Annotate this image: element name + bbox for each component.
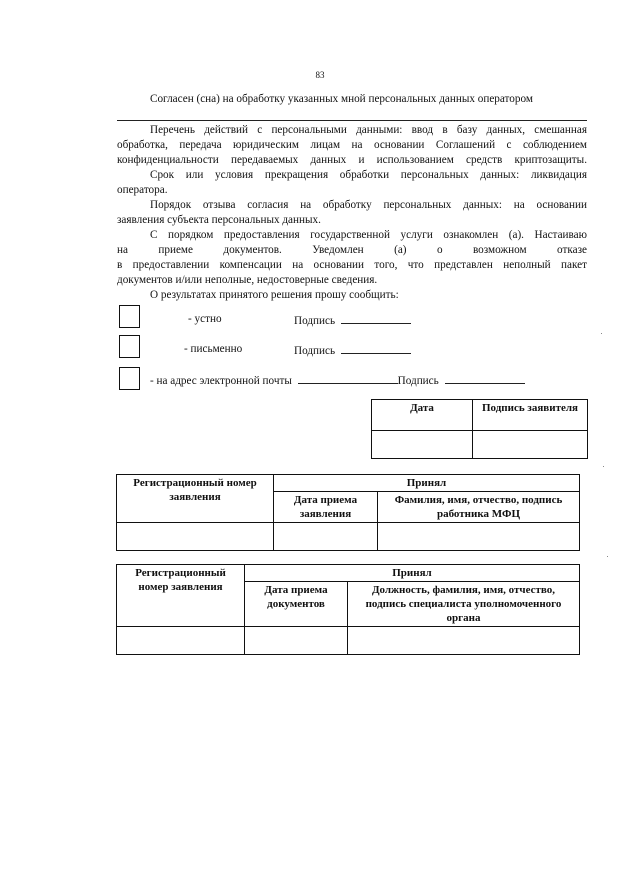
- mfc-accepted-header: Принял: [274, 475, 580, 492]
- scan-speck: [601, 333, 602, 334]
- mfc-employee-header: Фамилия, имя, отчество, подпись работника МФЦ: [378, 492, 580, 523]
- oral-signature-label: Подпись: [294, 315, 336, 327]
- consent-line: Согласен (сна) на обработку указанных мной персональных данных оператором: [150, 93, 533, 105]
- applicant-signature-header: Подпись заявителя: [473, 400, 588, 431]
- org-date-header: Дата приема документов: [245, 582, 348, 627]
- procedure-line-1: С порядком предоставления государственной услуги ознакомлен (а). Настаиваю: [150, 229, 587, 241]
- written-signature-field[interactable]: [341, 343, 411, 354]
- email-option: [150, 373, 525, 387]
- procedure-line-4: документов и/или неполные, недостоверные сведения.: [117, 274, 378, 286]
- date-header: Дата: [372, 400, 473, 431]
- term-line-2: оператора.: [117, 184, 168, 196]
- org-registration-table: [116, 564, 580, 655]
- scan-speck: [603, 466, 604, 467]
- mfc-reg-number-cell[interactable]: [117, 523, 274, 551]
- oral-signature: [294, 313, 411, 327]
- date-cell[interactable]: [372, 431, 473, 459]
- written-signature-label: Подпись: [294, 345, 336, 357]
- actions-line-1: Перечень действий с персональными данными: ввод в базу данных, смешанная: [150, 124, 587, 136]
- mfc-registration-table: [116, 474, 580, 551]
- consent-operator-rule: [117, 120, 587, 121]
- written-signature: [294, 343, 411, 357]
- email-checkbox[interactable]: [119, 367, 140, 390]
- org-date-cell[interactable]: [245, 627, 348, 655]
- scan-speck: [607, 556, 608, 557]
- written-label: - письменно: [184, 343, 243, 355]
- mfc-employee-cell[interactable]: [378, 523, 580, 551]
- actions-line-2: обработка, передача юридическим лицам на основании Соглашений с соблюдением: [117, 139, 587, 151]
- oral-checkbox[interactable]: [119, 305, 140, 328]
- mfc-date-cell[interactable]: [274, 523, 378, 551]
- notify-prompt: О результатах принятого решения прошу сообщить:: [150, 289, 399, 301]
- email-label: - на адрес электронной почты: [150, 375, 292, 387]
- date-signature-table: [371, 399, 588, 459]
- email-signature-field[interactable]: [445, 373, 525, 384]
- procedure-line-2: на приеме документов. Уведомлен (а) о возможном отказе: [117, 244, 587, 256]
- org-accepted-header: Принял: [245, 565, 580, 582]
- mfc-reg-number-header: Регистрационный номер заявления: [117, 475, 274, 523]
- org-reg-number-header: Регистрационный номер заявления: [117, 565, 245, 627]
- term-line-1: Срок или условия прекращения обработки персональных данных: ликвидация: [150, 169, 587, 181]
- org-specialist-header: Должность, фамилия, имя, отчество, подпись специалиста уполномоченного органа: [348, 582, 580, 627]
- oral-label: - устно: [188, 313, 222, 325]
- mfc-date-header: Дата приема заявления: [274, 492, 378, 523]
- revoke-line-2: заявления субъекта персональных данных.: [117, 214, 321, 226]
- revoke-line-1: Порядок отзыва согласия на обработку персональных данных: на основании: [150, 199, 587, 211]
- org-reg-number-cell[interactable]: [117, 627, 245, 655]
- page-number: 83: [315, 70, 325, 80]
- applicant-signature-cell[interactable]: [473, 431, 588, 459]
- actions-line-3: конфиденциальности передаваемых данных и использованием средств криптозащиты.: [117, 154, 587, 166]
- procedure-line-3: в предоставлении компенсации на основании того, что представлен неполный пакет: [117, 259, 587, 271]
- email-address-field[interactable]: [298, 373, 398, 384]
- written-checkbox[interactable]: [119, 335, 140, 358]
- org-specialist-cell[interactable]: [348, 627, 580, 655]
- oral-signature-field[interactable]: [341, 313, 411, 324]
- email-signature-label: Подпись: [397, 375, 439, 387]
